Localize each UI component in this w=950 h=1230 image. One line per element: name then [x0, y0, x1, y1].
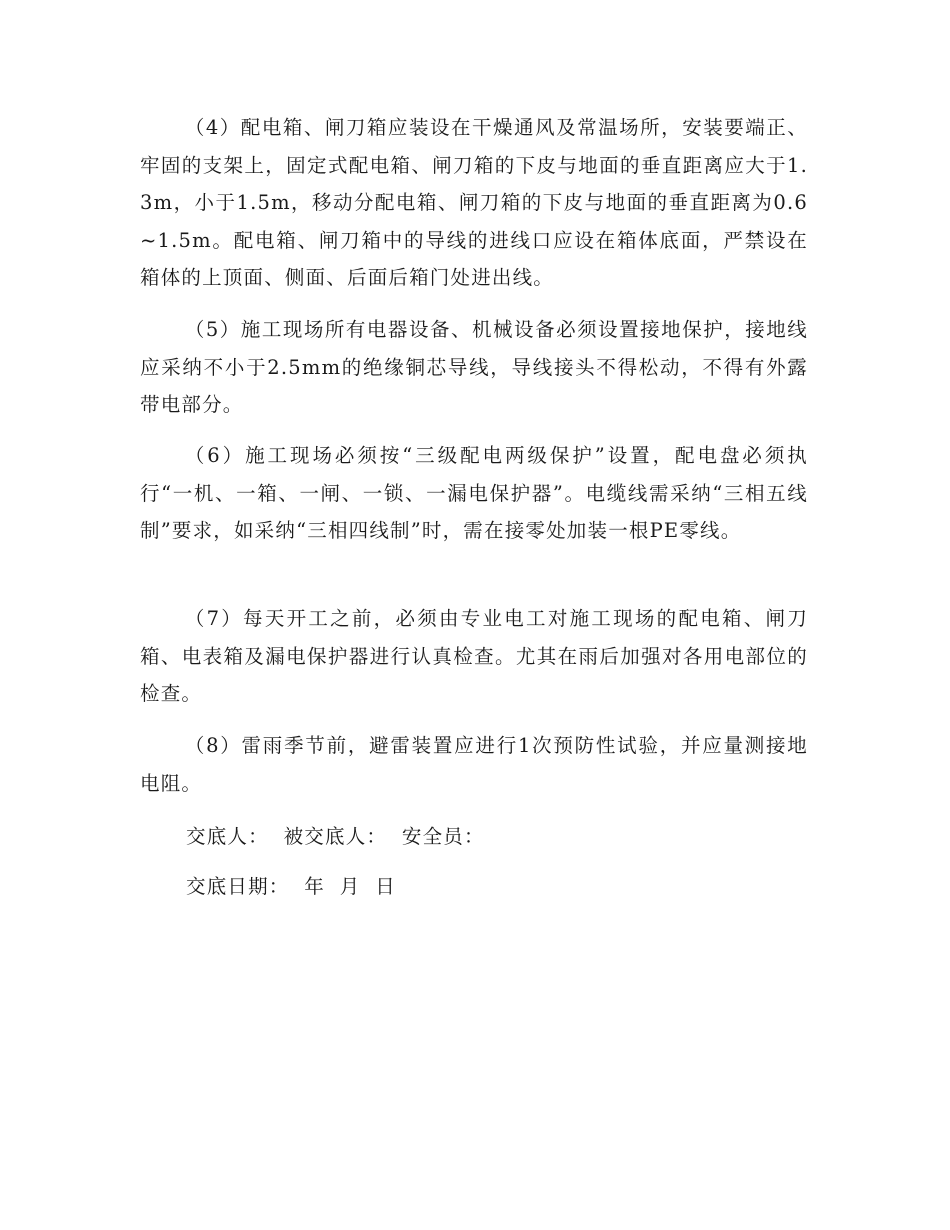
paragraph-item-7: （7）每天开工之前，必须由专业电工对施工现场的配电箱、闸刀箱、电表箱及漏电保护器进行认真检查。尤其在雨后加强对各用电部位的检查。: [140, 607, 808, 705]
paragraph-item-8: （8）雷雨季节前，避雷装置应进行1次预防性试验，并应量测接地电阻。: [140, 734, 808, 795]
signoff-date-line: 交底日期： 年 月 日: [186, 875, 396, 898]
signoff-people-line: 交底人： 被交底人： 安全员：: [186, 825, 485, 848]
paragraph-item-6: （6）施工现场必须按“三级配电两级保护”设置，配电盘必须执行“一机、一箱、一闸、一锁、一漏电保护器”。电缆线需采纳“三相五线制”要求，如采纳“三相四线制”时，需在接零处加装一根PE零线。: [140, 444, 808, 542]
paragraph-item-5: （5）施工现场所有电器设备、机械设备必须设置接地保护，接地线应采纳不小于2.5mm的绝缘铜芯导线，导线接头不得松动，不得有外露带电部分。: [140, 318, 808, 416]
paragraph-item-4: （4）配电箱、闸刀箱应装设在干燥通风及常温场所，安装要端正、牢固的支架上，固定式配电箱、闸刀箱的下皮与地面的垂直距离应大于1.3m，小于1.5m，移动分配电箱、闸刀箱的下皮与地面的垂直距离为0.6~1.5m。配电箱、闸刀箱中的导线的进线口应设在箱体底面，严禁设在箱体的上顶面、侧面、后面后箱门处进出线。: [140, 116, 808, 289]
